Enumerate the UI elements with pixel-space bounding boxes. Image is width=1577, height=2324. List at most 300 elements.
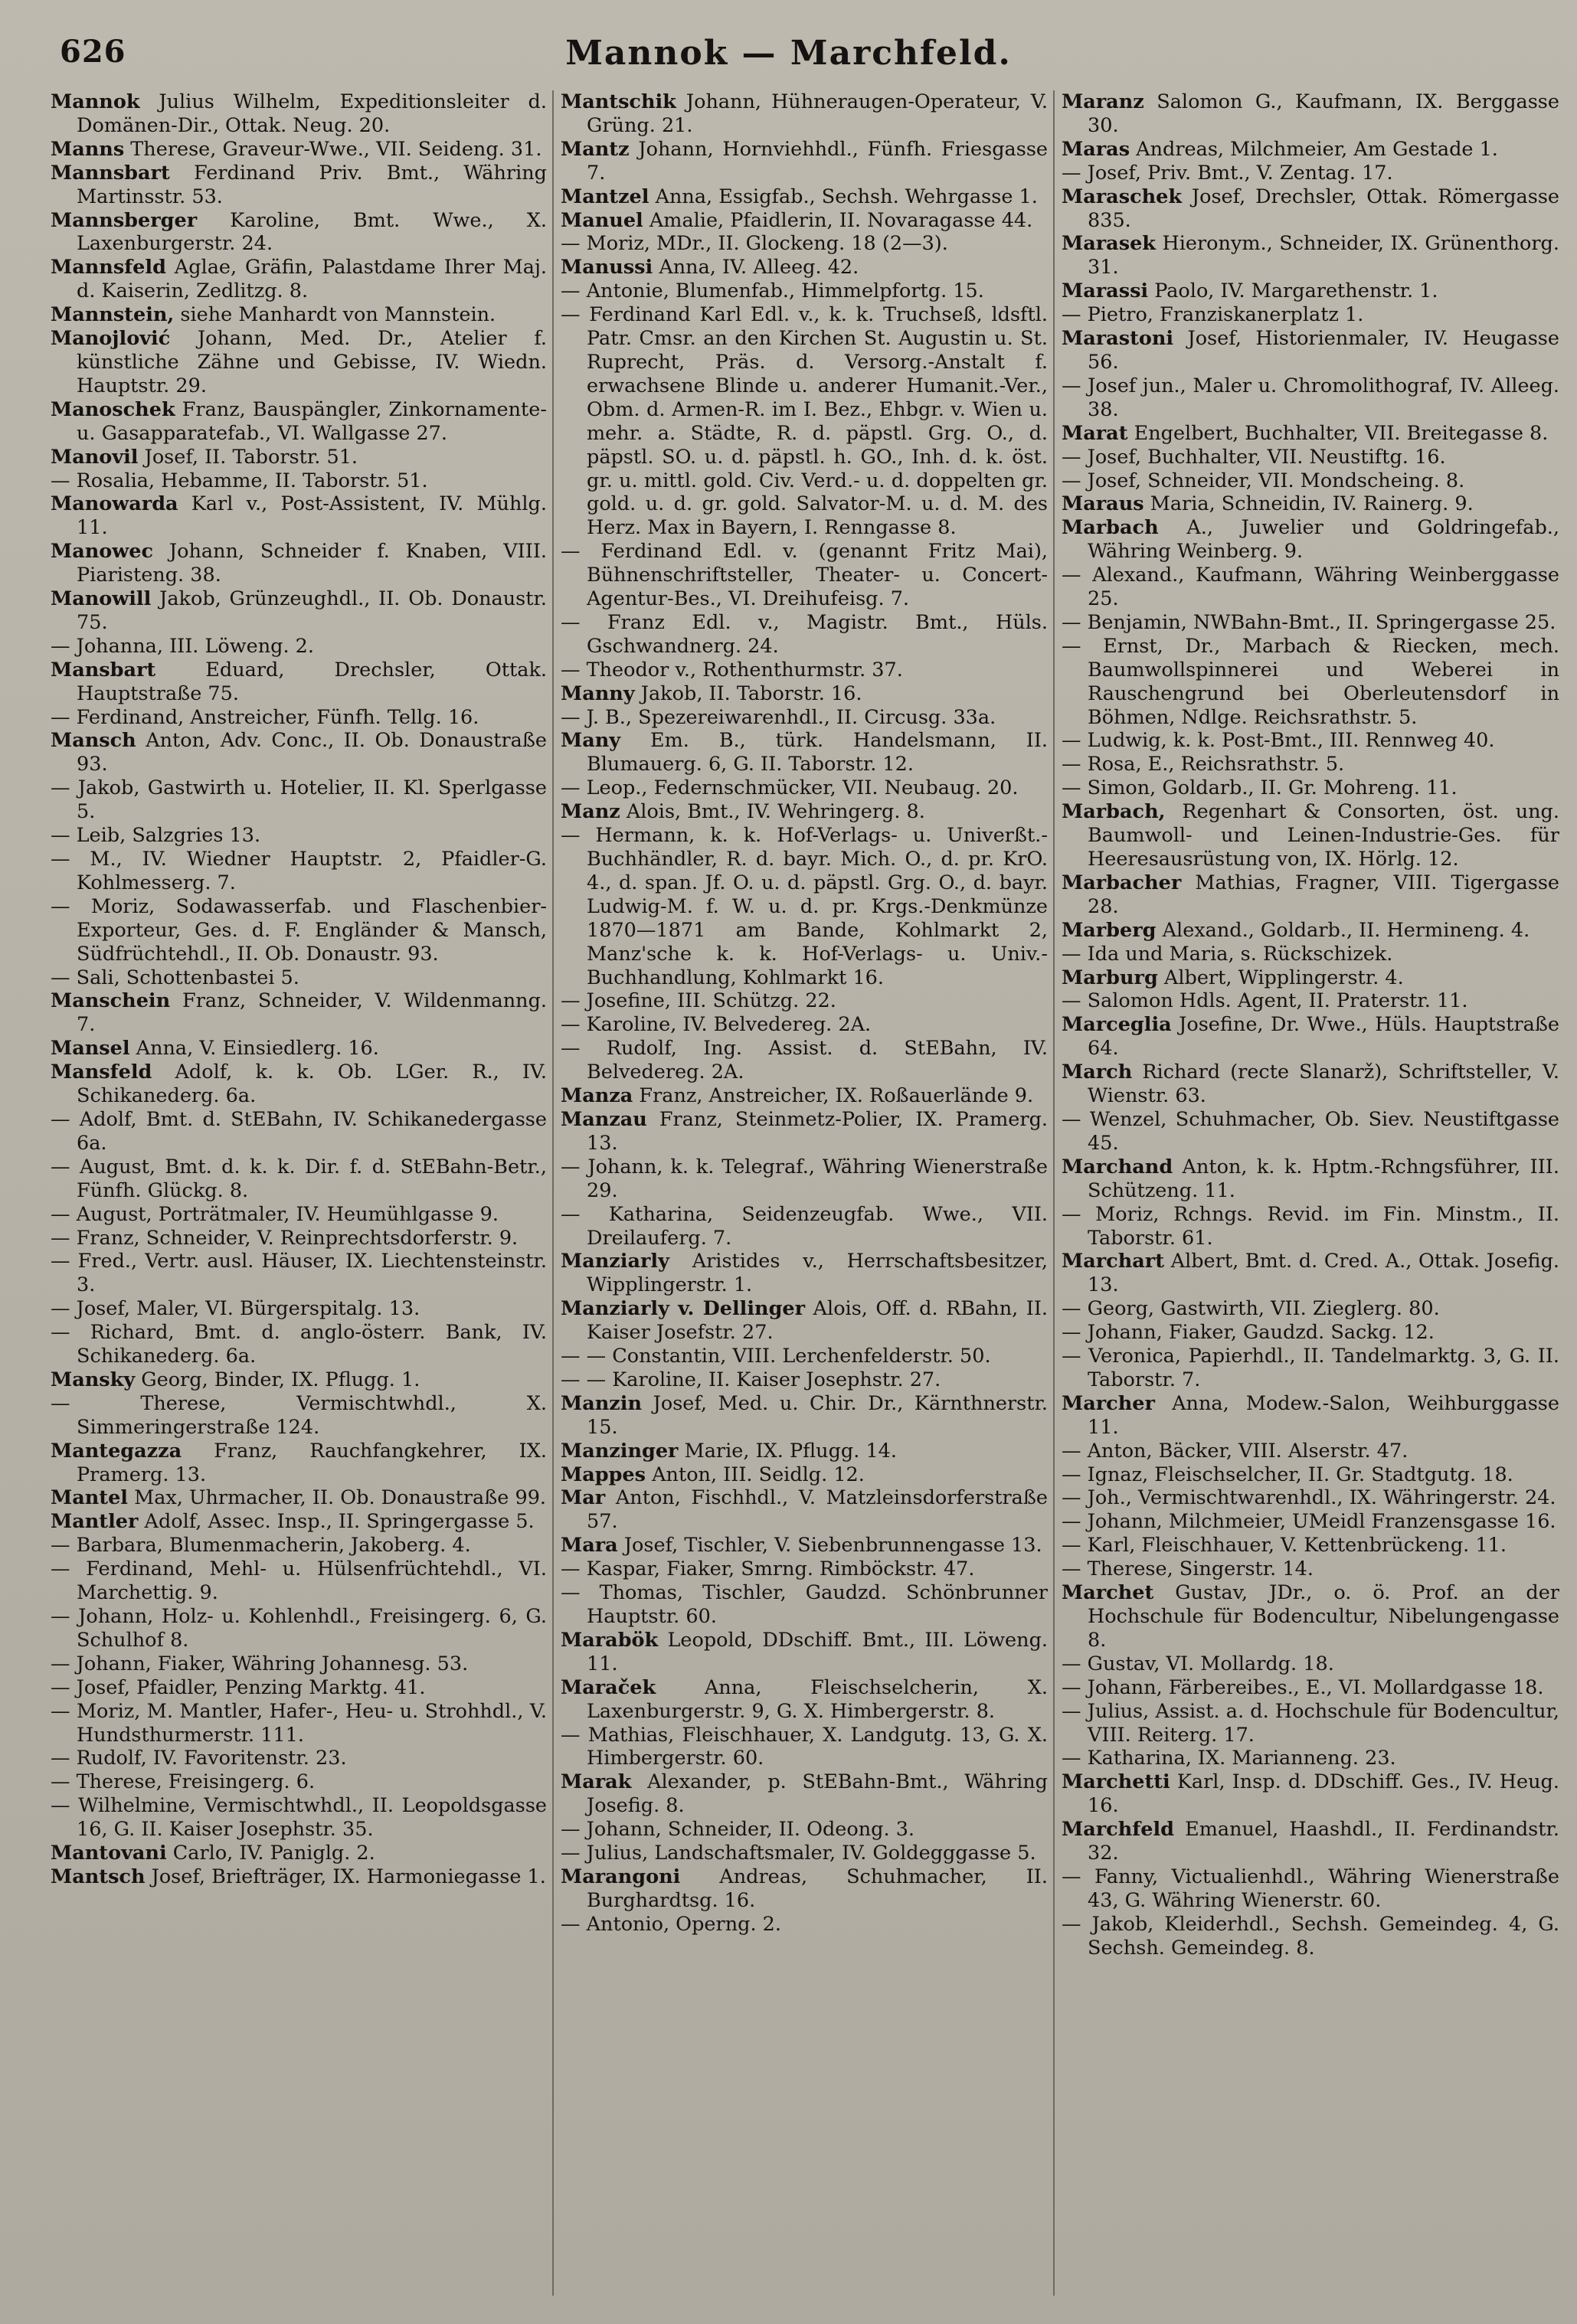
entry-details: Adolf, k. k. Ob. LGer. R., IV. Schikanederg. 6a. <box>77 1061 547 1108</box>
directory-entry <box>561 989 1048 1013</box>
entry-details: — Ferdinand Karl Edl. v., k. k. Truchseß, ldsftl. Patr. Cmsr. an den Kirchen St. Augustin u. St. Ruprecht, Präs. d. Versorg.-Anstalt f. erwachsene Blinde u. anderer Humanit.-Ver., Obm. d. Armen-R. im I. Bez., Ehbgr. v. Wien u. mehr. a. Städte, R. d. päpstl. Grg. O., d. päpstl. SO. u. d. päpstl. h. GO., Inh. d. k. öst. gr. u. mittl. gold. Civ. Verd.- u. d. doppelten gr. gold. u. d. gr. gold. Salvator-M. u. d. M. des Herz. Max in Bayern, I. Renngasse 8. <box>561 303 1048 540</box>
entry-details: Salomon G., Kaufmann, IX. Berggasse 30. <box>1088 90 1559 137</box>
entry-surname: Manza <box>561 1084 633 1108</box>
directory-entry <box>51 303 547 327</box>
entry-details: Josef, II. Taborstr. 51. <box>138 445 358 469</box>
entry-details: Johann, Hühneraugen-Operateur, V. Grüng. 21. <box>587 90 1048 137</box>
directory-entry <box>51 1227 547 1250</box>
directory-entry <box>561 1108 1048 1155</box>
entry-details: Karl, Insp. d. DDschiff. Ges., IV. Heug. 16. <box>1088 1770 1559 1818</box>
entry-surname: Mansch <box>51 729 136 753</box>
directory-entry <box>1062 611 1559 635</box>
entry-surname: Marasek <box>1062 232 1156 256</box>
directory-entry <box>561 256 1048 279</box>
entry-surname: Mantzel <box>561 185 649 208</box>
entry-details: Josefine, Dr. Wwe., Hüls. Hauptstraße 64. <box>1088 1013 1559 1061</box>
directory-entry <box>561 1770 1048 1818</box>
entry-details: Andreas, Schuhmacher, II. Burghardtsg. 16. <box>587 1865 1048 1912</box>
entry-details: — Leop., Federnschmücker, VII. Neubaug. 20. <box>561 776 1019 800</box>
entry-details: Regenhart & Consorten, öst. ung. Baumwoll- und Leinen-Industrie-Ges. für Heeresausrüstung von, IX. Hörlg. 12. <box>1088 800 1559 871</box>
entry-surname: Manovil <box>51 445 139 469</box>
entry-details: Anton, III. Seidlg. 12. <box>646 1463 865 1486</box>
directory-entry <box>561 1440 1048 1463</box>
entry-details: Josef, Briefträger, IX. Harmoniegasse 1. <box>145 1865 546 1888</box>
directory-entry <box>51 1865 547 1889</box>
entry-details: — Moriz, Rchngs. Revid. im Fin. Minstm., II. Taborstr. 61. <box>1062 1202 1559 1250</box>
directory-entry <box>1062 564 1559 611</box>
directory-entry <box>1062 1250 1559 1297</box>
directory-entry <box>51 1676 547 1700</box>
directory-entry <box>561 279 1048 303</box>
directory-entry <box>1062 871 1559 919</box>
entry-surname: Mantsch <box>51 1865 146 1888</box>
directory-entry <box>51 1794 547 1842</box>
directory-entry <box>1062 943 1559 966</box>
entry-details: — Karl, Fleischhauer, V. Kettenbrückeng. 11. <box>1062 1534 1507 1558</box>
entry-surname: Manowarda <box>51 492 178 516</box>
entry-details: — Johann, Schneider, II. Odeong. 3. <box>561 1818 915 1842</box>
directory-entry <box>561 682 1048 706</box>
directory-entry <box>51 635 547 659</box>
entry-details: — Pietro, Franziskanerplatz 1. <box>1062 303 1364 327</box>
entry-surname: Mappes <box>561 1463 646 1486</box>
entry-details: — Johann, Holz- u. Kohlenhdl., Freisingerg. 6, G. Schulhof 8. <box>51 1605 547 1652</box>
entry-details: Em. B., türk. Handelsmann, II. Blumauerg. 6, G. II. Taborstr. 12. <box>587 729 1048 776</box>
entry-surname: Mantler <box>51 1510 139 1534</box>
column-3 <box>1062 90 1559 2303</box>
entry-details: — Julius, Assist. a. d. Hochschule für Bodencultur, VIII. Reiterg. 17. <box>1062 1699 1559 1747</box>
entry-details: — Johanna, III. Löweng. 2. <box>51 634 314 658</box>
directory-entry <box>51 209 547 257</box>
entry-details: — Antonio, Operng. 2. <box>561 1912 781 1936</box>
directory-entry <box>1062 1155 1559 1203</box>
entry-details: Alexander, p. StEBahn-Bmt., Währing Josefig. 8. <box>587 1770 1048 1818</box>
entry-surname: Marchetti <box>1062 1770 1170 1794</box>
entry-surname: Marchfeld <box>1062 1818 1174 1842</box>
entry-surname: Mantschik <box>561 90 676 113</box>
directory-entry <box>561 659 1048 682</box>
entry-details: — Therese, Vermischtwhdl., X. Simmeringerstraße 124. <box>51 1391 547 1439</box>
directory-entry <box>51 1392 547 1440</box>
directory-entry <box>561 138 1048 185</box>
directory-entry <box>51 256 547 303</box>
directory-entry <box>51 1321 547 1368</box>
entry-details: — — Karoline, II. Kaiser Josephstr. 27. <box>561 1368 941 1391</box>
directory-entry <box>1062 185 1559 233</box>
entry-surname: Marat <box>1062 421 1128 445</box>
entry-details: — Anton, Bäcker, VIII. Alserstr. 47. <box>1062 1439 1409 1463</box>
directory-entry <box>51 1108 547 1155</box>
directory-entry <box>561 1629 1048 1676</box>
entry-details: A., Juwelier und Goldringefab., Währing Weinberg. 9. <box>1088 516 1559 564</box>
entry-surname: Marchart <box>1062 1250 1164 1273</box>
entry-details: — Ludwig, k. k. Post-Bmt., III. Rennweg 40. <box>1062 729 1495 753</box>
entry-surname: Marassi <box>1062 279 1149 303</box>
entry-surname: Mannsfeld <box>51 256 166 279</box>
directory-entry <box>1062 776 1559 800</box>
entry-details: Richard (recte Slanarž), Schriftsteller, V. Wienstr. 63. <box>1088 1061 1559 1108</box>
entry-details: — Gustav, VI. Mollardg. 18. <box>1062 1652 1334 1675</box>
directory-entry <box>51 90 547 138</box>
entry-details: — Johann, k. k. Telegraf., Währing Wienerstraße 29. <box>561 1155 1048 1202</box>
entry-surname: Manzau <box>561 1107 647 1131</box>
entry-details: — Rosalia, Hebamme, II. Taborstr. 51. <box>51 469 428 492</box>
column-divider <box>552 90 554 2296</box>
directory-entry <box>51 1605 547 1652</box>
entry-surname: Marburg <box>1062 966 1158 989</box>
entry-surname: Manz <box>561 800 620 824</box>
directory-entry <box>51 729 547 776</box>
directory-entry <box>561 1084 1048 1108</box>
directory-entry <box>51 587 547 635</box>
page-number: 626 <box>60 34 126 70</box>
directory-entry <box>561 1581 1048 1629</box>
entry-details: — Josef jun., Maler u. Chromolithograf, IV. Alleeg. 38. <box>1062 374 1559 421</box>
entry-details: — Ferdinand, Mehl- u. Hülsenfrüchtehdl., VI. Marchettig. 9. <box>51 1558 547 1605</box>
entry-surname: Marcher <box>1062 1391 1155 1415</box>
directory-entry <box>561 1534 1048 1558</box>
directory-entry <box>561 706 1048 730</box>
entry-surname: Marberg <box>1062 918 1157 942</box>
directory-entry <box>561 1368 1048 1392</box>
directory-entry <box>51 1558 547 1605</box>
entry-surname: Marchand <box>1062 1155 1173 1178</box>
directory-entry <box>1062 1297 1559 1321</box>
directory-entry <box>1062 303 1559 327</box>
entry-surname: Marbacher <box>1062 871 1182 894</box>
entry-details: — Thomas, Tischler, Gaudzd. Schönbrunner Hauptstr. 60. <box>561 1581 1048 1628</box>
entry-surname: Mantz <box>561 137 630 161</box>
entry-surname: Manzinger <box>561 1439 679 1463</box>
entry-details: — Josef, Schneider, VII. Mondscheing. 8. <box>1062 469 1465 492</box>
directory-entry <box>1062 1203 1559 1250</box>
column-1 <box>51 90 547 2303</box>
entry-details: Emanuel, Haashdl., II. Ferdinandstr. 32. <box>1088 1818 1559 1865</box>
directory-entry <box>1062 279 1559 303</box>
directory-entry <box>51 706 547 730</box>
directory-entry <box>51 989 547 1037</box>
directory-entry <box>1062 446 1559 469</box>
directory-entry <box>1062 1747 1559 1770</box>
directory-entry <box>561 1463 1048 1487</box>
entry-details: Hieronym., Schneider, IX. Grünenthorg. 31. <box>1088 232 1559 279</box>
entry-details: Anna, Modew.-Salon, Weihburggasse 11. <box>1088 1391 1559 1439</box>
directory-entry <box>51 1297 547 1321</box>
entry-details: Ferdinand Priv. Bmt., Währing Martinsstr. 53. <box>77 161 547 208</box>
directory-entry <box>1062 374 1559 422</box>
directory-entry <box>1062 90 1559 138</box>
directory-entry <box>561 1345 1048 1368</box>
entry-details: — Moriz, Sodawasserfab. und Flaschenbier-Exporteur, Ges. d. F. Engländer & Mansch, Südfrüchtehdl., II. Ob. Donaustr. 93. <box>51 894 547 966</box>
directory-entry <box>561 232 1048 256</box>
entry-details: — Fanny, Victualienhdl., Währing Wienerstraße 43, G. Währing Wienerstr. 60. <box>1062 1865 1559 1912</box>
entry-details: — Barbara, Blumenmacherin, Jakoberg. 4. <box>51 1534 471 1558</box>
entry-details: Alois, Off. d. RBahn, II. Kaiser Josefstr. 27. <box>587 1297 1048 1345</box>
entry-surname: Maranz <box>1062 90 1144 113</box>
directory-entry <box>1062 989 1559 1013</box>
entry-details: — August, Bmt. d. k. k. Dir. f. d. StEBahn-Betr., Fünfh. Glückg. 8. <box>51 1155 547 1202</box>
entry-details: Max, Uhrmacher, II. Ob. Donaustraße 99. <box>127 1486 547 1510</box>
entry-details: — Rudolf, Ing. Assist. d. StEBahn, IV. Belvedereg. 2A. <box>561 1037 1048 1084</box>
entry-surname: Mansky <box>51 1368 136 1391</box>
directory-entry <box>51 824 547 848</box>
column-2 <box>561 90 1048 2303</box>
entry-surname: Manschein <box>51 989 171 1013</box>
entry-details: Mathias, Fragner, VIII. Tigergasse 28. <box>1088 871 1559 918</box>
entry-details: — Rosa, E., Reichsrathstr. 5. <box>1062 753 1345 776</box>
entry-surname: Marchet <box>1062 1581 1154 1605</box>
directory-entry <box>1062 162 1559 185</box>
directory-entry <box>1062 800 1559 871</box>
directory-entry <box>51 1037 547 1061</box>
directory-entry <box>51 1203 547 1227</box>
directory-entry <box>51 895 547 966</box>
entry-details: — Benjamin, NWBahn-Bmt., II. Springergasse 25. <box>1062 610 1556 634</box>
directory-entry <box>51 1700 547 1747</box>
directory-entry <box>561 1842 1048 1865</box>
directory-entry <box>1062 966 1559 990</box>
entry-details: Johann, Schneider f. Knaben, VIII. Piaristeng. 38. <box>77 540 547 587</box>
entry-surname: Many <box>561 729 621 753</box>
entry-details: Anton, Adv. Conc., II. Ob. Donaustraße 93. <box>77 729 547 776</box>
entry-surname: Manziarly v. Dellinger <box>561 1297 806 1321</box>
directory-entry <box>561 1818 1048 1842</box>
entry-details: — August, Porträtmaler, IV. Heumühlgasse 9. <box>51 1202 499 1226</box>
entry-details: — Josef, Pfaidler, Penzing Marktg. 41. <box>51 1675 426 1699</box>
entry-details: — Franz Edl. v., Magistr. Bmt., Hüls. Gschwandnerg. 24. <box>561 610 1048 658</box>
directory-entry <box>1062 919 1559 943</box>
entry-surname: Mar <box>561 1486 606 1510</box>
entry-surname: Maraschek <box>1062 185 1183 208</box>
directory-entry <box>51 659 547 706</box>
directory-entry <box>1062 1440 1559 1463</box>
entry-details: Maria, Schneidin, IV. Rainerg. 9. <box>1143 492 1474 516</box>
directory-entry <box>1062 1108 1559 1155</box>
directory-entry <box>561 209 1048 233</box>
entry-surname: Mantegazza <box>51 1439 182 1463</box>
entry-details: — Johann, Milchmeier, UMeidl Franzensgasse 16. <box>1062 1510 1556 1534</box>
entry-details: Anna, Fleischselcherin, X. Laxenburgerstr. 9, G. X. Himbergerstr. 8. <box>587 1675 1048 1723</box>
entry-surname: Manziarly <box>561 1250 669 1273</box>
directory-entry <box>561 185 1048 209</box>
entry-details: Adolf, Assec. Insp., II. Springergasse 5. <box>138 1510 535 1534</box>
entry-details: Paolo, IV. Margarethenstr. 1. <box>1148 279 1438 303</box>
entry-details: — Sali, Schottenbastei 5. <box>51 966 299 989</box>
directory-entry <box>561 1013 1048 1037</box>
entry-details: Anton, Fischhdl., V. Matzleinsdorferstraße 57. <box>587 1486 1048 1534</box>
directory-entry <box>51 327 547 398</box>
entry-surname: Manoschek <box>51 397 175 421</box>
entry-details: Josef, Tischler, V. Siebenbrunnengasse 13. <box>617 1534 1042 1558</box>
entry-details: Marie, IX. Pflugg. 14. <box>678 1439 898 1463</box>
entry-details: Johann, Med. Dr., Atelier f. künstliche Zähne und Gebisse, IV. Wiedn. Hauptstr. 29. <box>77 327 547 397</box>
directory-entry <box>51 1368 547 1392</box>
entry-details: — Katharina, IX. Marianneng. 23. <box>1062 1747 1396 1770</box>
entry-details: — Antonie, Blumenfab., Himmelpfortg. 15. <box>561 279 984 303</box>
entry-details: Franz, Anstreicher, IX. Roßauerlände 9. <box>633 1084 1034 1108</box>
entry-details: — Johann, Färbereibes., E., VI. Mollardgasse 18. <box>1062 1675 1544 1699</box>
directory-entry <box>51 1652 547 1676</box>
directory-entry <box>51 1486 547 1510</box>
entry-details: — Salomon Hdls. Agent, II. Praterstr. 11. <box>1062 989 1468 1013</box>
entry-surname: Mantel <box>51 1486 128 1510</box>
entry-details: Franz, Schneider, V. Wildenmanng. 7. <box>77 989 547 1037</box>
entry-surname: Mannok <box>51 90 140 113</box>
directory-entry <box>1062 1558 1559 1581</box>
entry-details: — Moriz, M. Mantler, Hafer-, Heu- u. Strohhdl., V. Hundsthurmerstr. 111. <box>51 1699 547 1747</box>
directory-entry <box>1062 1700 1559 1747</box>
entry-surname: Maraus <box>1062 492 1144 516</box>
directory-entry <box>51 1510 547 1534</box>
directory-entry <box>51 1155 547 1203</box>
entry-surname: Marangoni <box>561 1865 681 1888</box>
entry-details: — Leib, Salzgries 13. <box>51 824 261 848</box>
directory-entry <box>51 540 547 587</box>
entry-surname: Mansel <box>51 1037 130 1061</box>
directory-entry <box>51 848 547 895</box>
directory-entry <box>561 1486 1048 1534</box>
directory-entry <box>51 138 547 162</box>
page-header: Mannok — Marchfeld. <box>565 34 1012 73</box>
directory-entry <box>561 1865 1048 1913</box>
entry-details: Gustav, JDr., o. ö. Prof. an der Hochschule für Bodencultur, Nibelungengasse 8. <box>1088 1581 1559 1652</box>
directory-entry <box>561 1037 1048 1084</box>
entry-details: — Richard, Bmt. d. anglo-österr. Bank, IV. Schikanederg. 6a. <box>51 1321 547 1368</box>
entry-details: — Joh., Vermischtwarenhdl., IX. Währingerstr. 24. <box>1062 1486 1556 1510</box>
entry-details: Aristides v., Herrschaftsbesitzer, Wipplingerstr. 1. <box>587 1250 1048 1297</box>
directory-entry <box>561 1203 1048 1250</box>
entry-details: — Therese, Freisingerg. 6. <box>51 1770 316 1794</box>
entry-details: — Adolf, Bmt. d. StEBahn, IV. Schikanedergasse 6a. <box>51 1107 547 1155</box>
directory-entry <box>51 966 547 990</box>
entry-details: — Ernst, Dr., Marbach & Riecken, mech. Baumwollspinnerei und Weberei in Rauschengrund bei Oberleutensdorf in Böhmen, Ndlge. Reichsrathstr. 5. <box>1062 634 1559 729</box>
entry-details: Amalie, Pfaidlerin, II. Novaragasse 44. <box>643 208 1033 232</box>
entry-surname: Mantovani <box>51 1842 167 1865</box>
entry-details: Anna, V. Einsiedlerg. 16. <box>129 1037 379 1061</box>
entry-details: Eduard, Drechsler, Ottak. Hauptstraße 75. <box>77 658 547 705</box>
directory-entry <box>51 1440 547 1487</box>
directory-entry <box>1062 469 1559 493</box>
entry-details: — Alexand., Kaufmann, Währing Weinberggasse 25. <box>1062 564 1559 611</box>
entry-details: — — Constantin, VIII. Lerchenfelderstr. 50. <box>561 1345 991 1368</box>
entry-surname: Marabök <box>561 1628 659 1652</box>
directory-entry <box>51 1250 547 1297</box>
directory-entry <box>561 824 1048 989</box>
entry-details: Julius Wilhelm, Expeditionsleiter d. Domänen-Dir., Ottak. Neug. 20. <box>77 90 547 137</box>
entry-details: — Ferdinand, Anstreicher, Fünfh. Tellg. 16. <box>51 705 479 729</box>
entry-details: Johann, Hornviehhdl., Fünfh. Friesgasse 7. <box>587 137 1048 185</box>
directory-entry <box>51 1534 547 1558</box>
entry-details: Alois, Bmt., IV. Wehringerg. 8. <box>620 800 925 824</box>
entry-surname: Mannstein, <box>51 303 175 327</box>
entry-details: Albert, Wipplingerstr. 4. <box>1157 966 1404 989</box>
entry-surname: Mannsberger <box>51 208 198 232</box>
entry-details: Jakob, Grünzeughdl., II. Ob. Donaustr. 75. <box>77 587 547 634</box>
entry-details: — Ferdinand Edl. v. (genannt Fritz Mai), Bühnenschriftsteller, Theater- u. Concert-Agentur-Bes., VI. Dreihufeisg. 7. <box>561 540 1048 611</box>
entry-surname: Maraček <box>561 1675 656 1699</box>
entry-details: — Jakob, Kleiderhdl., Sechsh. Gemeindeg. 4, G. Sechsh. Gemeindeg. 8. <box>1062 1912 1559 1960</box>
entry-details: — Julius, Landschaftsmaler, IV. Goldegggasse 5. <box>561 1842 1036 1865</box>
entry-details: — J. B., Spezereiwarenhdl., II. Circusg. 33a. <box>561 705 996 729</box>
entry-details: Alexand., Goldarb., II. Hermineng. 4. <box>1156 918 1530 942</box>
entry-details: — Ignaz, Fleischselcher, II. Gr. Stadtgutg. 18. <box>1062 1463 1513 1486</box>
directory-entry <box>51 162 547 209</box>
directory-entry <box>561 729 1048 776</box>
entry-details: — Josef, Maler, VI. Bürgerspitalg. 13. <box>51 1297 420 1321</box>
directory-entry <box>1062 1770 1559 1818</box>
entry-details: — Therese, Singerstr. 14. <box>1062 1558 1314 1581</box>
entry-details: — Katharina, Seidenzeugfab. Wwe., VII. Dreilauferg. 7. <box>561 1202 1048 1250</box>
entry-details: Carlo, IV. Paniglg. 2. <box>166 1842 375 1865</box>
directory-entry <box>561 1558 1048 1581</box>
entry-surname: Marbach, <box>1062 800 1166 824</box>
entry-details: Franz, Bauspängler, Zinkornamente- u. Gasapparatefab., VI. Wallgasse 27. <box>77 397 547 445</box>
directory-entry <box>51 776 547 824</box>
entry-details: — Kaspar, Fiaker, Smrng. Rimböckstr. 47. <box>561 1558 975 1581</box>
entry-details: — Johann, Fiaker, Währing Johannesg. 53. <box>51 1652 469 1675</box>
entry-surname: Manuel <box>561 208 643 232</box>
directory-entry <box>561 1297 1048 1345</box>
entry-details: — Fred., Vertr. ausl. Häuser, IX. Liechtensteinstr. 3. <box>51 1250 547 1297</box>
entry-details: — Jakob, Gastwirth u. Hotelier, II. Kl. Sperlgasse 5. <box>51 776 547 824</box>
directory-entry <box>561 800 1048 824</box>
entry-details: — Mathias, Fleischhauer, X. Landgutg. 13, G. X. Himbergerstr. 60. <box>561 1723 1048 1770</box>
directory-entry <box>1062 1345 1559 1392</box>
entry-details: Karl v., Post-Assistent, IV. Mühlg. 11. <box>77 492 547 540</box>
directory-entry <box>561 1724 1048 1771</box>
directory-entry <box>51 1770 547 1794</box>
entry-details: — Georg, Gastwirth, VII. Zieglerg. 80. <box>1062 1297 1440 1321</box>
entry-surname: Mansbart <box>51 658 156 682</box>
directory-entry <box>1062 492 1559 516</box>
entry-details: — Ida und Maria, s. Rückschizek. <box>1062 942 1393 966</box>
entry-surname: Manny <box>561 682 635 705</box>
directory-entry <box>561 1155 1048 1203</box>
directory-entry <box>1062 232 1559 279</box>
directory-entry <box>561 776 1048 800</box>
entry-surname: Manowill <box>51 587 152 611</box>
entry-surname: Manns <box>51 137 125 161</box>
entry-details: — Franz, Schneider, V. Reinprechtsdorferstr. 9. <box>51 1226 519 1250</box>
directory-entry <box>1062 1581 1559 1652</box>
directory-entry <box>1062 1013 1559 1061</box>
entry-details: Josef, Historienmaler, IV. Heugasse 56. <box>1088 327 1559 374</box>
entry-details: Josef, Med. u. Chir. Dr., Kärnthnerstr. 15. <box>587 1391 1048 1439</box>
directory-entry <box>1062 1865 1559 1913</box>
column-divider <box>1053 90 1055 2296</box>
directory-entry <box>1062 1818 1559 1865</box>
entry-surname: Manussi <box>561 256 653 279</box>
directory-entry <box>51 1842 547 1865</box>
entry-details: Georg, Binder, IX. Pflugg. 1. <box>135 1368 420 1391</box>
entry-surname: Mannsbart <box>51 161 170 185</box>
entry-details: — Wilhelmine, Vermischtwhdl., II. Leopoldsgasse 16, G. II. Kaiser Josephstr. 35. <box>51 1794 547 1842</box>
entry-details: — Veronica, Papierhdl., II. Tandelmarktg. 3, G. II. Taborstr. 7. <box>1062 1345 1559 1391</box>
entry-surname: Marbach <box>1062 516 1159 540</box>
directory-entry <box>1062 138 1559 162</box>
entry-details: Therese, Graveur-Wwe., VII. Seideng. 31. <box>124 137 542 161</box>
entry-details: — M., IV. Wiedner Hauptstr. 2, Pfaidler-G. Kohlmesserg. 7. <box>51 848 547 894</box>
directory-entry <box>561 303 1048 540</box>
entry-surname: Maras <box>1062 137 1130 161</box>
directory-entry <box>1062 422 1559 446</box>
entry-surname: Manojlović <box>51 327 171 351</box>
directory-entry <box>561 90 1048 138</box>
entry-surname: Mansfeld <box>51 1061 152 1084</box>
directory-entry <box>51 398 547 446</box>
directory-entry <box>1062 1321 1559 1345</box>
entry-surname: Mara <box>561 1534 618 1558</box>
